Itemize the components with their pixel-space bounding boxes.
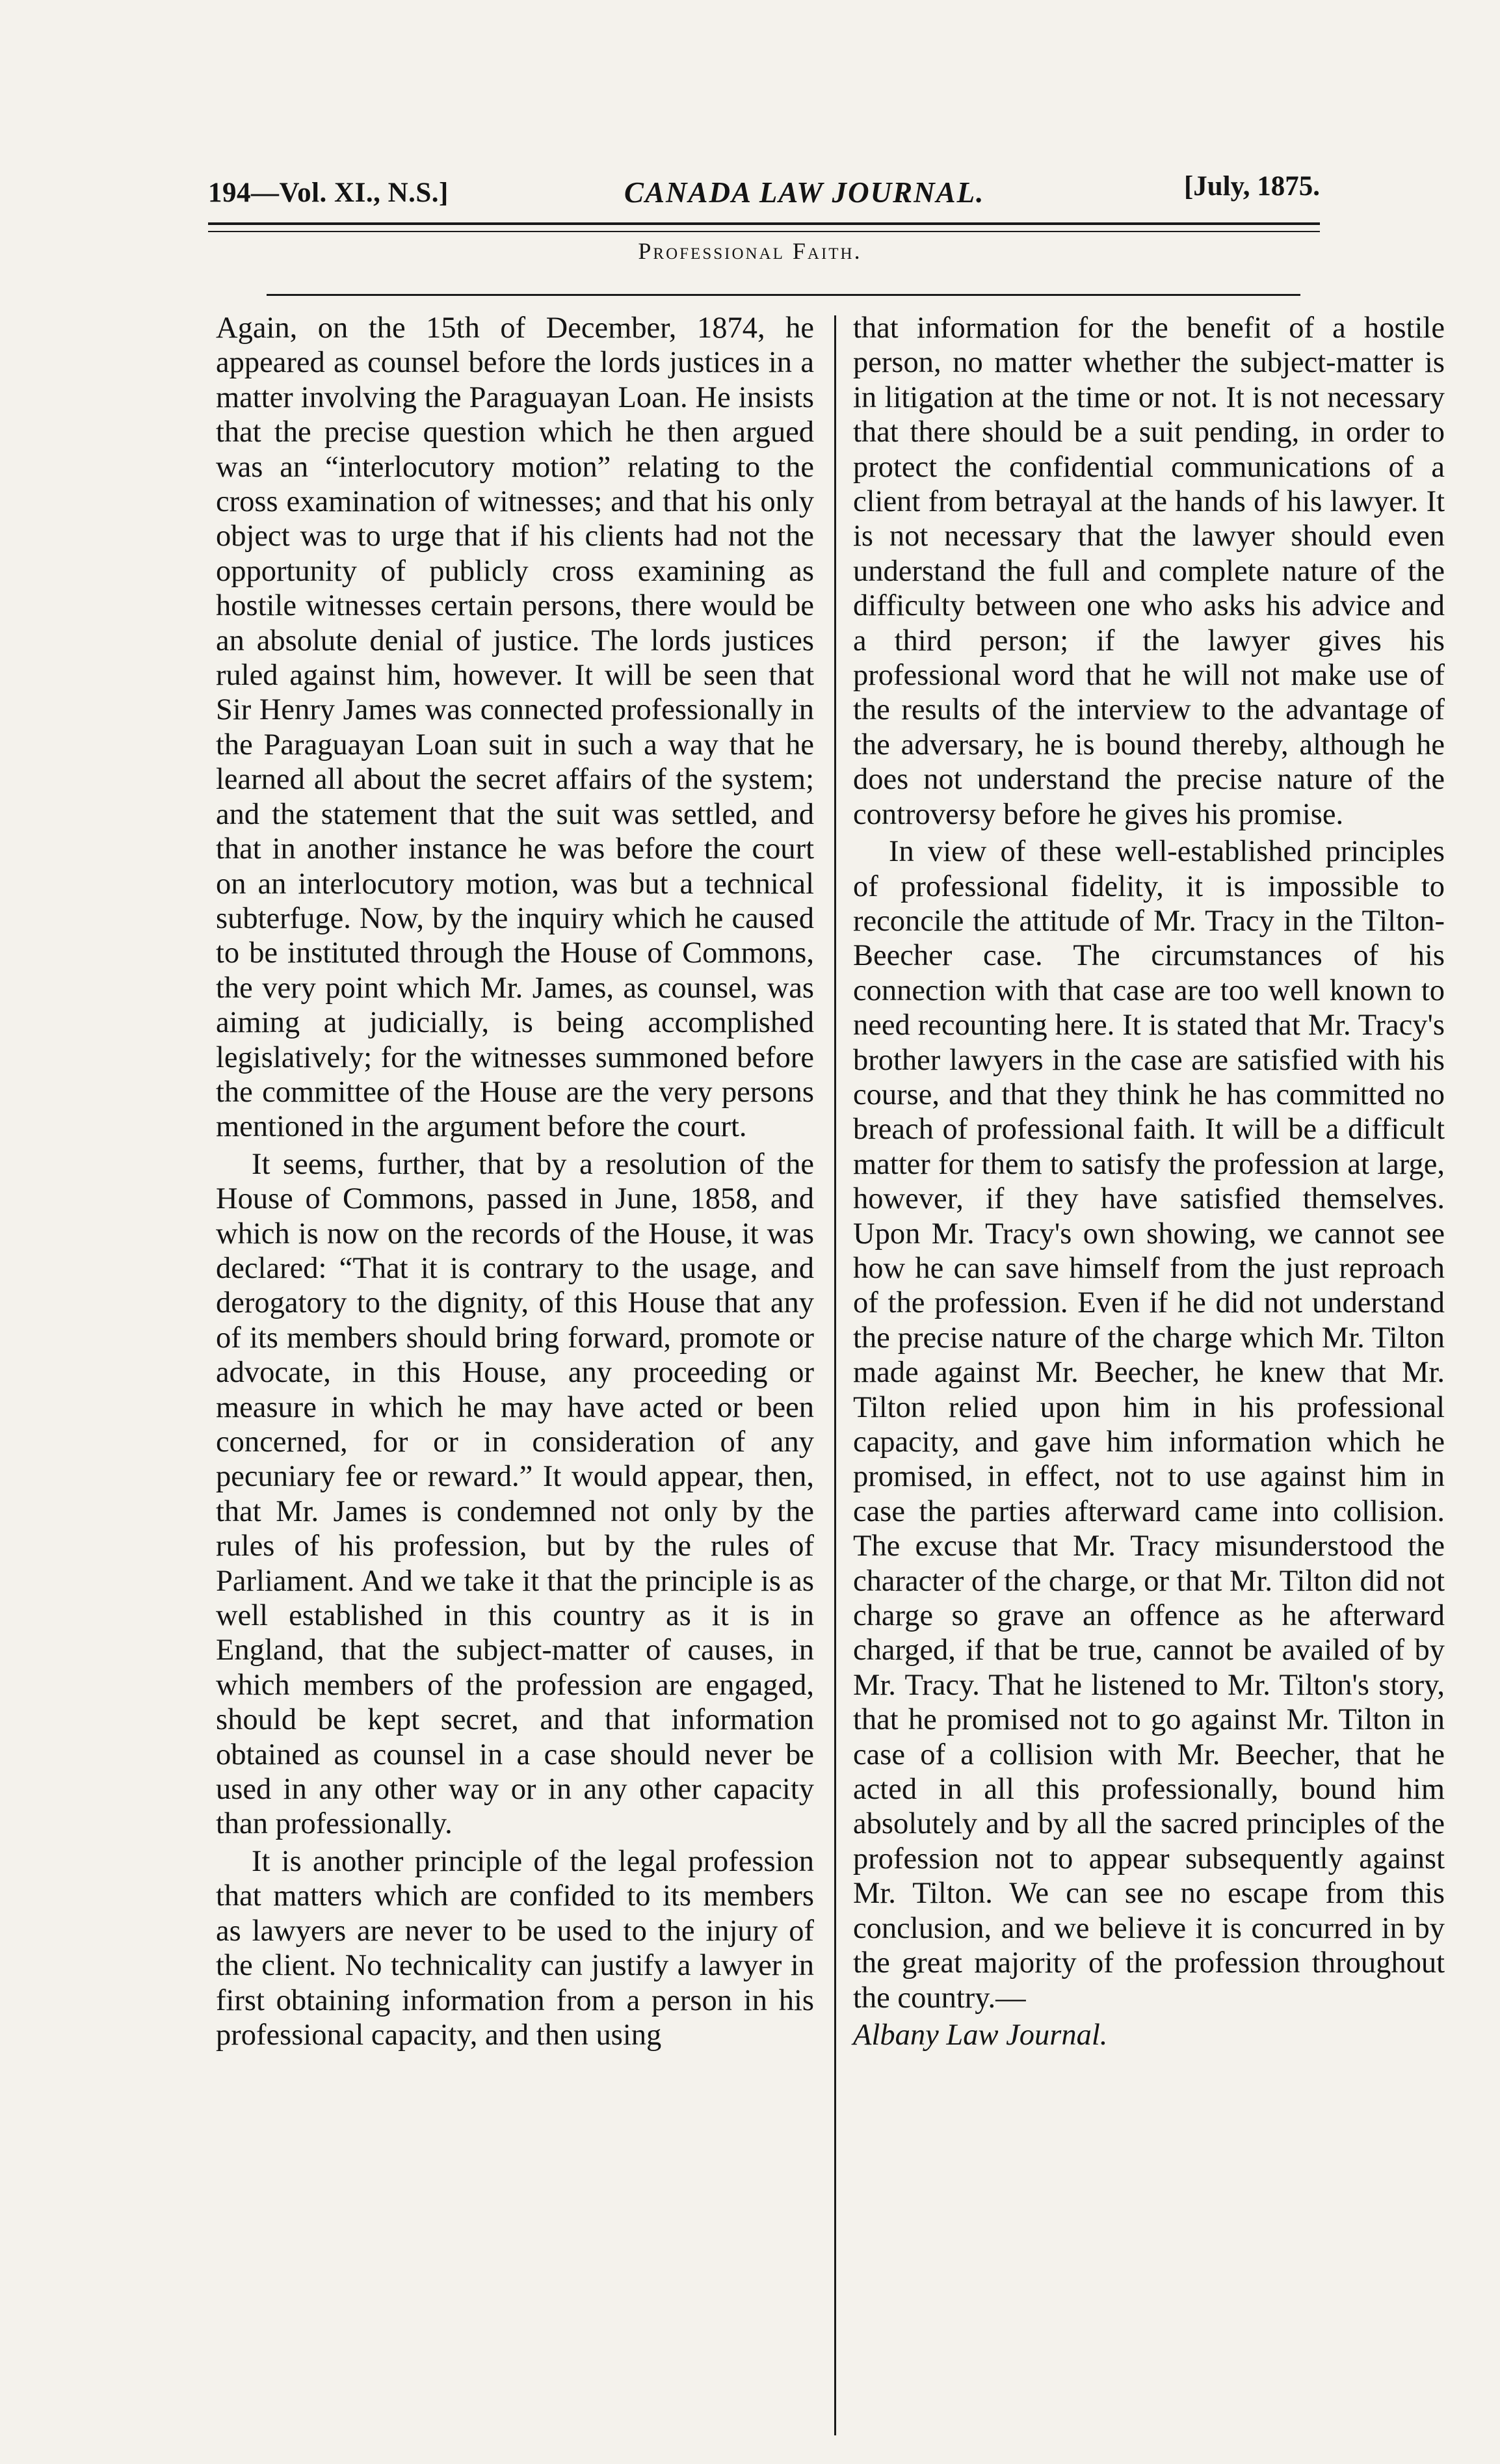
issue-date: [July, 1875. (1183, 171, 1320, 202)
source-citation: Albany Law Journal. (853, 2018, 1108, 2052)
section-title: Professional Faith. (638, 238, 862, 264)
title-rule (267, 294, 1300, 296)
journal-title: CANADA LAW JOURNAL. (624, 176, 985, 209)
page-volume-label: 194—Vol. XI., N.S.] (208, 178, 449, 208)
column-divider (834, 315, 836, 2435)
right-paragraph-2: In view of these well-established principles of professional fidelity, it is impossible to reconcile the attitude of Mr. Tracy in the Tilton-Beecher case. The circumstances of his connection with that case are too well known to need recounting here. It is stated that Mr. Tracy's brother lawyers in the case are satisfied with his course, and that they think he has committed no breach of professional faith. It will be a difficult matter for them to satisfy the profession at large, however, if they have satisfied themselves. Upon Mr. Tracy's own showing, we cannot see how he can save himself from the just reproach of the profession. Even if he did not understand the precise nature of the charge which Mr. Tilton made against Mr. Beecher, he knew that Mr. Tilton relied upon him in his professional capacity, and gave him information which he promised, in effect, not to use against him in case the parties afterward came into collision. The excuse that Mr. Tracy misunderstood the character of the charge, or that Mr. Tilton did not charge so grave an offence as he afterward charged, if that be true, cannot be availed of by Mr. Tracy. That he listened to Mr. Tilton's story, that he promised not to go against Mr. Tilton in case of a collision with Mr. Beecher, that he acted in all this professionally, bound him absolutely and by all the sacred principles of the profession not to appear subsequently against Mr. Tilton. We can see no escape from this conclusion, and we believe it is concurred in by the great majority of the profession throughout the country.— (853, 835, 1445, 2015)
left-paragraph-1: Again, on the 15th of December, 1874, he appeared as counsel before the lords justices in a matter involving the Paraguayan Loan. He insists that the precise question which he then argued was an “interlocutory motion” relating to the cross examination of witnesses; and that his only object was to urge that if his clients had not the opportunity of publicly cross examining as hostile witnesses certain persons, there would be an absolute denial of justice. The lords justices ruled against him, however. It will be seen that Sir Henry James was connected professionally in the Paraguayan Loan suit in such a way that he learned all about the secret affairs of the system; and the statement that the suit was settled, and that in another instance he was before the court on an interlocutory motion, was but a technical subterfuge. Now, by the inquiry which he caused to be instituted through the House of Commons, the very point which Mr. James, as counsel, was aiming at judicially, is being accomplished legislatively; for the witnesses summoned before the committee of the House are the very persons mentioned in the argument before the court. (216, 311, 814, 1144)
left-paragraph-2: It seems, further, that by a resolution of the House of Commons, passed in June, 1858, and which is now on the records of the House, it was declared: “That it is contrary to the usage, and derogatory to the dignity, of this House that any of its members should bring forward, promote or advocate, in this House, any proceeding or measure in which he may have acted or been concerned, for or in consideration of any pecuniary fee or reward.” It would appear, then, that Mr. James is condemned not only by the rules of his profession, but by the rules of Parliament. And we take it that the principle is as well established in this country as it is in England, that the subject-matter of causes, in which members of the profession are engaged, should be kept secret, and that information obtained as counsel in a case should never be used in any other way or in any other capacity than professionally. (216, 1147, 814, 1841)
right-column (853, 311, 1445, 2052)
header-double-rule (208, 222, 1320, 232)
left-column (216, 311, 814, 2052)
right-paragraph-1: that information for the benefit of a hostile person, no matter whether the subject-matter is in litigation at the time or not. It is not necessary that there should be a suit pending, in order to protect the confidential communications of a client from betrayal at the hands of his lawyer. It is not necessary that the lawyer should even understand the full and complete nature of the difficulty between one who asks his advice and a third person; if the lawyer gives his professional word that he will not make use of the results of the interview to the advantage of the adversary, he is bound thereby, although he does not understand the precise nature of the controversy before he gives his promise. (853, 311, 1445, 831)
running-head (208, 170, 1320, 216)
left-paragraph-3: It is another principle of the legal profession that matters which are confided to its members as lawyers are never to be used to the injury of the client. No technicality can justify a lawyer in first obtaining information from a person in his professional capacity, and then using (216, 1844, 814, 2052)
